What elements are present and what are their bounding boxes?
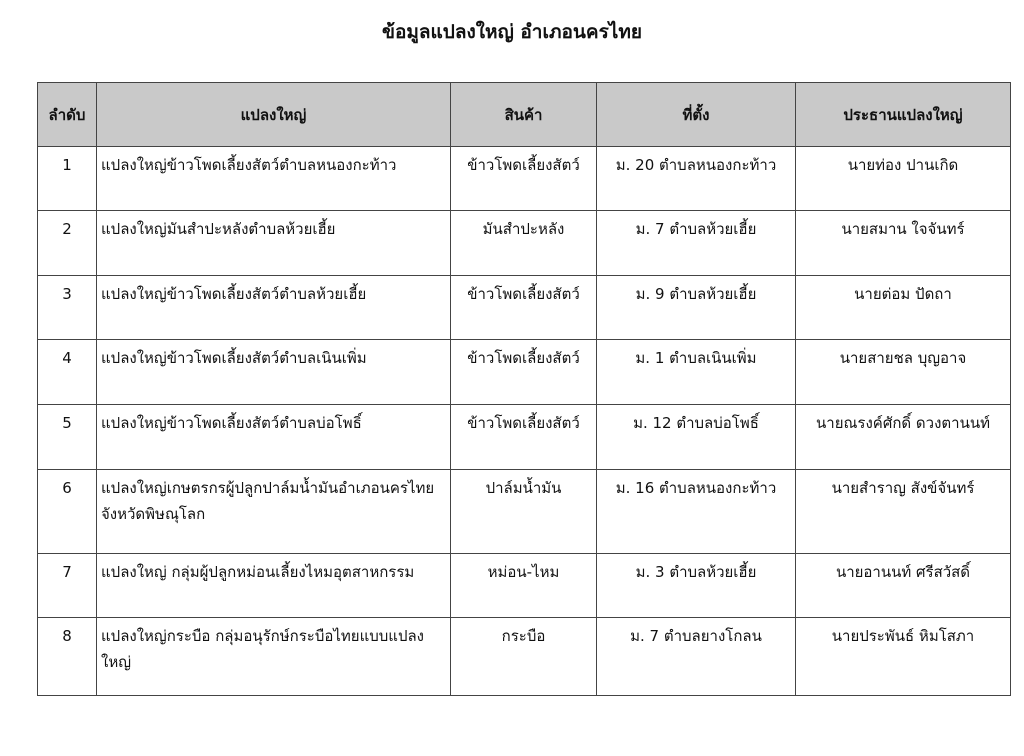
large-plots-table	[37, 82, 1011, 696]
cell-product: ข้าวโพดเลี้ยงสัตว์	[451, 405, 597, 470]
cell-chairman: นายสมาน ใจจันทร์	[796, 211, 1011, 276]
cell-order: 7	[38, 554, 97, 618]
header-plot-name: แปลงใหญ่	[97, 83, 451, 147]
table-row	[38, 211, 1011, 276]
cell-location: ม. 12 ตำบลบ่อโพธิ์	[597, 405, 796, 470]
cell-chairman: นายอานนท์ ศรีสวัสดิ์	[796, 554, 1011, 618]
cell-location: ม. 16 ตำบลหนองกะท้าว	[597, 470, 796, 554]
cell-product: ข้าวโพดเลี้ยงสัตว์	[451, 276, 597, 340]
cell-order: 3	[38, 276, 97, 340]
cell-product: กระบือ	[451, 618, 597, 696]
cell-location: ม. 1 ตำบลเนินเพิ่ม	[597, 340, 796, 405]
document-title: ข้อมูลแปลงใหญ่ อำเภอนครไทย	[381, 21, 643, 43]
cell-plot-name: แปลงใหญ่ข้าวโพดเลี้ยงสัตว์ตำบลหนองกะท้าว	[97, 147, 451, 211]
cell-plot-name: แปลงใหญ่กระบือ กลุ่มอนุรักษ์กระบือไทยแบบแปลงใหญ่	[97, 618, 451, 696]
header-product: สินค้า	[451, 83, 597, 147]
cell-plot-name: แปลงใหญ่ข้าวโพดเลี้ยงสัตว์ตำบลเนินเพิ่ม	[97, 340, 451, 405]
cell-plot-name: แปลงใหญ่ กลุ่มผู้ปลูกหม่อนเลี้ยงไหมอุตสาหกรรม	[97, 554, 451, 618]
cell-location: ม. 7 ตำบลยางโกลน	[597, 618, 796, 696]
cell-location: ม. 9 ตำบลห้วยเฮี้ย	[597, 276, 796, 340]
cell-chairman: นายณรงค์ศักดิ์ ดวงตานนท์	[796, 405, 1011, 470]
table-header-row	[38, 83, 1011, 147]
cell-product: ข้าวโพดเลี้ยงสัตว์	[451, 340, 597, 405]
cell-order: 1	[38, 147, 97, 211]
cell-order: 8	[38, 618, 97, 696]
header-chairman: ประธานแปลงใหญ่	[796, 83, 1011, 147]
cell-plot-name: แปลงใหญ่เกษตรกรผู้ปลูกปาล์มน้ำมันอำเภอนครไทย จังหวัดพิษณุโลก	[97, 470, 451, 554]
header-order: ลำดับ	[38, 83, 97, 147]
cell-plot-name: แปลงใหญ่ข้าวโพดเลี้ยงสัตว์ตำบลบ่อโพธิ์	[97, 405, 451, 470]
cell-product: มันสำปะหลัง	[451, 211, 597, 276]
cell-location: ม. 20 ตำบลหนองกะท้าว	[597, 147, 796, 211]
cell-product: หม่อน-ไหม	[451, 554, 597, 618]
cell-order: 6	[38, 470, 97, 554]
table-row	[38, 618, 1011, 696]
table-row	[38, 147, 1011, 211]
cell-location: ม. 7 ตำบลห้วยเฮี้ย	[597, 211, 796, 276]
cell-product: ปาล์มน้ำมัน	[451, 470, 597, 554]
cell-order: 4	[38, 340, 97, 405]
table-row	[38, 554, 1011, 618]
cell-order: 2	[38, 211, 97, 276]
cell-chairman: นายสำราญ สังข์จันทร์	[796, 470, 1011, 554]
cell-order: 5	[38, 405, 97, 470]
cell-location: ม. 3 ตำบลห้วยเฮี้ย	[597, 554, 796, 618]
table-row	[38, 276, 1011, 340]
table-row	[38, 340, 1011, 405]
cell-product: ข้าวโพดเลี้ยงสัตว์	[451, 147, 597, 211]
cell-plot-name: แปลงใหญ่มันสำปะหลังตำบลห้วยเฮี้ย	[97, 211, 451, 276]
table-row	[38, 470, 1011, 554]
cell-plot-name: แปลงใหญ่ข้าวโพดเลี้ยงสัตว์ตำบลห้วยเฮี้ย	[97, 276, 451, 340]
cell-chairman: นายสายชล บุญอาจ	[796, 340, 1011, 405]
cell-chairman: นายต่อม ปัดถา	[796, 276, 1011, 340]
cell-chairman: นายประพันธ์ หิมโสภา	[796, 618, 1011, 696]
header-location: ที่ตั้ง	[597, 83, 796, 147]
table-row	[38, 405, 1011, 470]
cell-chairman: นายท่อง ปานเกิด	[796, 147, 1011, 211]
